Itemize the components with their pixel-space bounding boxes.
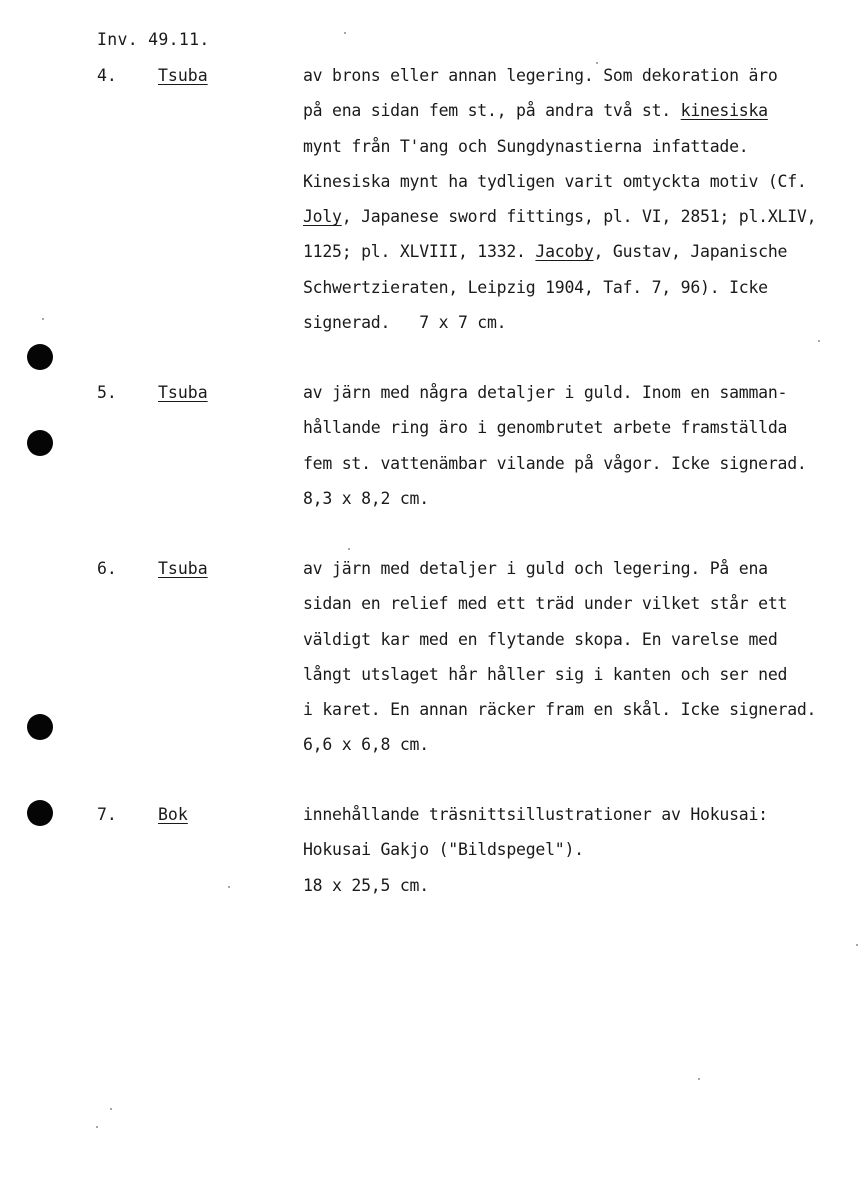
underlined-term: kinesiska bbox=[680, 101, 768, 121]
text-line: Joly, Japanese sword fittings, pl. VI, 2851; pl.XLIV, bbox=[303, 207, 817, 227]
text-line: innehållande träsnittsillustrationer av Hokusai: bbox=[303, 805, 768, 824]
text-line: väldigt kar med en flytande skopa. En varelse med bbox=[303, 629, 778, 649]
punch-hole bbox=[27, 800, 53, 826]
text-line: av järn med detaljer i guld och legering. På ena bbox=[303, 559, 768, 578]
text-line: på ena sidan fem st., på andra två st. kinesiska bbox=[303, 101, 768, 121]
punch-hole bbox=[27, 344, 53, 370]
underlined-author: Joly bbox=[303, 207, 342, 227]
entry-number: 4. bbox=[97, 66, 117, 85]
scan-speck bbox=[348, 548, 350, 550]
text-line: sidan en relief med ett träd under vilket står ett bbox=[303, 594, 788, 614]
entry-description bbox=[303, 375, 858, 516]
scan-speck bbox=[228, 886, 230, 888]
entry-description bbox=[303, 58, 858, 340]
entry-number: 6. bbox=[97, 559, 117, 578]
text-line: 6,6 x 6,8 cm. bbox=[303, 735, 429, 755]
entry-number: 7. bbox=[97, 805, 117, 824]
entry-title: Tsuba bbox=[158, 559, 208, 578]
entry-number: 5. bbox=[97, 383, 117, 402]
text-line: långt utslaget hår håller sig i kanten och ser ned bbox=[303, 664, 788, 684]
entry-title: Bok bbox=[158, 805, 188, 824]
text-line: av brons eller annan legering. Som dekoration äro bbox=[303, 66, 778, 85]
scan-speck bbox=[344, 32, 346, 34]
inventory-number: Inv. 49.11. bbox=[97, 30, 210, 49]
entry-title: Tsuba bbox=[158, 66, 208, 85]
text-line: signerad. 7 x 7 cm. bbox=[303, 313, 507, 333]
text-line: fem st. vattenämbar vilande på vågor. Icke signerad. bbox=[303, 453, 807, 473]
scan-speck bbox=[110, 1108, 112, 1110]
text-line: av järn med några detaljer i guld. Inom en samman- bbox=[303, 383, 788, 402]
punch-hole bbox=[27, 430, 53, 456]
entry-description bbox=[303, 551, 858, 763]
text-line: 18 x 25,5 cm. bbox=[303, 875, 429, 895]
text-line: 8,3 x 8,2 cm. bbox=[303, 488, 429, 508]
text-line: mynt från T'ang och Sungdynastierna infattade. bbox=[303, 136, 749, 156]
scan-speck bbox=[96, 1126, 98, 1128]
punch-hole bbox=[27, 714, 53, 740]
scan-speck bbox=[698, 1078, 700, 1080]
entry-title: Tsuba bbox=[158, 383, 208, 402]
text-line: 1125; pl. XLVIII, 1332. Jacoby, Gustav, Japanische bbox=[303, 242, 788, 262]
text-line: Hokusai Gakjo ("Bildspegel"). bbox=[303, 840, 584, 860]
text-line: Schwertzieraten, Leipzig 1904, Taf. 7, 96). Icke bbox=[303, 277, 768, 297]
entry-description bbox=[303, 797, 858, 903]
text-line: i karet. En annan räcker fram en skål. Icke signerad. bbox=[303, 700, 817, 720]
underlined-author: Jacoby bbox=[535, 242, 594, 262]
text-line: hållande ring äro i genombrutet arbete framställda bbox=[303, 418, 788, 438]
scan-speck bbox=[856, 944, 858, 946]
text-line: Kinesiska mynt ha tydligen varit omtyckta motiv (Cf. bbox=[303, 171, 807, 191]
scan-speck bbox=[42, 318, 44, 320]
